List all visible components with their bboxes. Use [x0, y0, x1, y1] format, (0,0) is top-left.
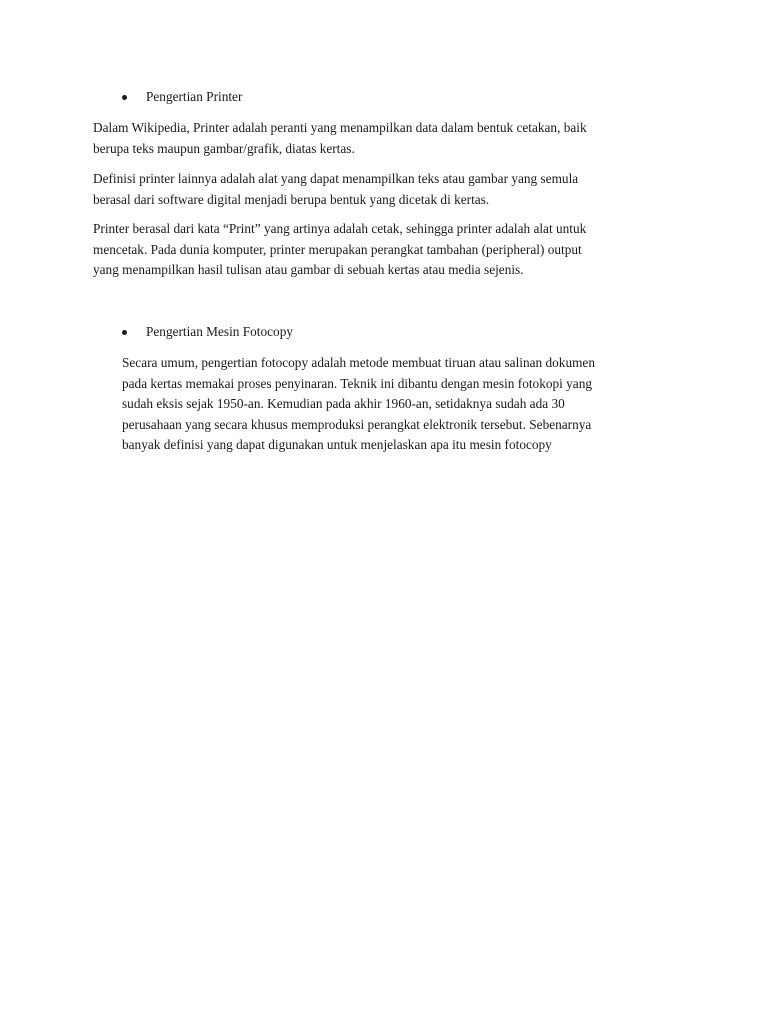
paragraph-line: sudah eksis sejak 1950-an. Kemudian pada akhir 1960-an, setidaknya sudah ada 30 [122, 396, 565, 411]
section-1-paragraph-1 [93, 118, 693, 159]
section-2-heading-text: Pengertian Mesin Fotocopy [146, 324, 293, 339]
paragraph-line: banyak definisi yang dapat digunakan untuk menjelaskan apa itu mesin fotocopy [122, 437, 552, 452]
section-2-paragraph [122, 353, 682, 456]
paragraph-line: Printer berasal dari kata “Print” yang artinya adalah cetak, sehingga printer adalah alat untuk [93, 221, 587, 236]
paragraph-line: Dalam Wikipedia, Printer adalah peranti yang menampilkan data dalam bentuk cetakan, baik [93, 120, 587, 135]
bullet-icon [122, 330, 127, 335]
paragraph-line: pada kertas memakai proses penyinaran. Teknik ini dibantu dengan mesin fotokopi yang [122, 375, 593, 391]
paragraph-line: berupa teks maupun gambar/grafik, diatas kertas. [93, 140, 355, 156]
paragraph-line: perusahaan yang secara khusus memproduksi perangkat elektronik tersebut. Sebenarnya [122, 416, 592, 432]
section-1-heading [122, 87, 242, 108]
bullet-icon [122, 95, 127, 100]
section-1-paragraph-3 [93, 219, 693, 281]
section-1-heading-text: Pengertian Printer [146, 89, 243, 104]
paragraph-line: Definisi printer lainnya adalah alat yang dapat menampilkan teks atau gambar yang semula [93, 171, 579, 186]
paragraph-line: yang menampilkan hasil tulisan atau gambar di sebuah kertas atau media sejenis. [93, 262, 524, 277]
paragraph-line: berasal dari software digital menjadi berupa bentuk yang dicetak di kertas. [93, 191, 490, 207]
paragraph-line: mencetak. Pada dunia komputer, printer merupakan perangkat tambahan (peripheral) output [93, 241, 582, 257]
section-1-paragraph-2 [93, 169, 693, 210]
section-2-heading [122, 322, 293, 343]
paragraph-line: Secara umum, pengertian fotocopy adalah metode membuat tiruan atau salinan dokumen [122, 355, 595, 370]
